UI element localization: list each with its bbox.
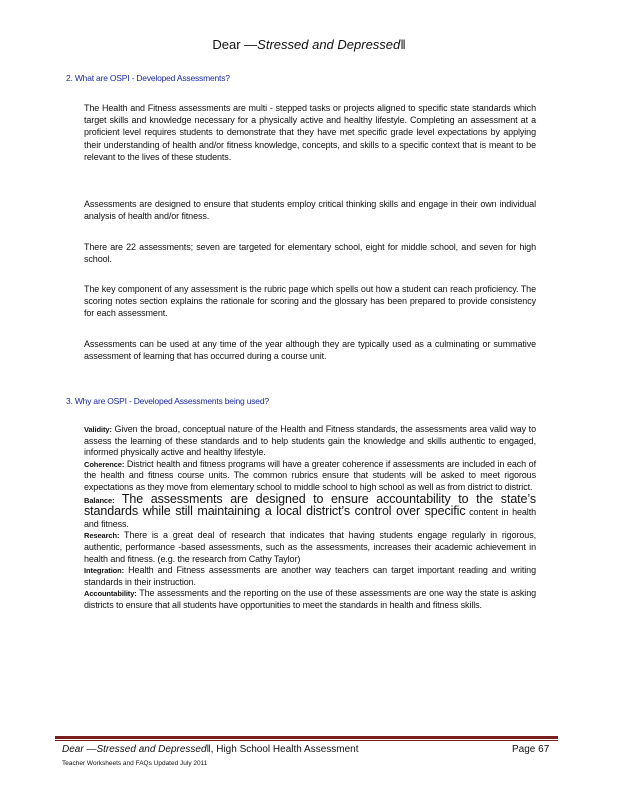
page-header [0,37,618,52]
reason-text: content in health and fitness. [84,507,536,529]
q2-paragraph-5: Assessments can be used at any time of the year although they are typically used as a culminating or summative assessment of learning that has occurred during a course unit. [84,339,536,362]
reason-label: Validity: [84,425,112,434]
q2-paragraph-3: There are 22 assessments; seven are targeted for elementary school, eight for middle school, and seven for high school. [84,242,536,265]
reason-label: Balance: [84,495,115,505]
footer-title [62,744,562,755]
reason-accountability [84,588,536,611]
reason-validity [84,424,536,459]
reason-label: Accountability: [84,589,137,599]
reason-integration [84,565,536,588]
reason-balance [84,491,536,531]
reason-label: Coherence: [84,459,125,469]
reason-text: Health and Fitness assessments are another way teachers can target important reading and writing standards in their instruction. [84,565,536,587]
footer-prefix: Dear [62,744,84,755]
reason-label: Integration: [84,566,125,576]
q2-paragraph-2: Assessments are designed to ensure that students employ critical thinking skills and engage in their own individual analysis of health and/or fitness. [84,199,536,222]
header-prefix: Dear [212,37,241,52]
question-3-heading: 3. Why are OSPI - Developed Assessments being used? [66,396,269,406]
reason-text-large: The assessments are designed to ensure accountability to the state’s standards while still maintaining a local district’s control over specific [84,491,536,519]
reason-text: There is a great deal of research that indicates that having students engage regularly in rigorous, authentic, performance -based assessments, such as the assessments, increases their academic achievement in health and fitness. (e.g. the research from Cathy Taylor) [84,530,536,564]
page-number: Page 67 [512,744,550,755]
reason-text: The assessments and the reporting on the use of these assessments are one way the state is asking districts to ensure that all students have opportunities to meet the standards in health and fitness skills. [84,588,536,610]
reason-text: District health and fitness programs will have a greater coherence if assessments are included in each of the health and fitness course units. The common rubrics ensure that students will be asked to meet rigorous expectations as they move from elementary school to middle school to high school as well as from district to district. [84,458,536,492]
q2-paragraph-1: The Health and Fitness assessments are multi - stepped tasks or projects aligned to specific state standards which target skills and knowledge necessary for a physically active and healthy lifestyle. Completing an assessment at a proficient level requires students to demonstrate that they have met specific grade level expectations by applying their understanding of health and/or fitness knowledge, concepts, and skills to a specific context that is meant to be relevant to the lives of these students. [84,103,536,162]
reason-research [84,530,536,565]
footer-doc-title: —Stressed and Depressed‖ [86,744,211,755]
footer-updated: Teacher Worksheets and FAQs Updated July 2011 [62,760,208,767]
reason-coherence [84,459,536,494]
question-2-heading: 2. What are OSPI - Developed Assessments? [66,73,230,83]
footer-doc-subtitle: , High School Health Assessment [210,744,359,755]
footer-divider [55,736,558,739]
q3-reasons [84,424,536,612]
reason-label: Research: [84,531,120,541]
reason-text: Given the broad, conceptual nature of the Health and Fitness standards, the assessments area valid way to assess the learning of these standards and to help students gain the knowledge and skills authentic to engaged, informed physically active and healthy lifestyle. [84,424,536,458]
header-title: —Stressed and Depressed‖ [244,37,406,52]
q2-paragraph-4: The key component of any assessment is the rubric page which spells out how a student can reach proficiency. The scoring notes section explains the rationale for scoring and the glossary has been prepared to provide consistency for each assessment. [84,284,536,319]
footer-divider-thin [55,740,558,741]
